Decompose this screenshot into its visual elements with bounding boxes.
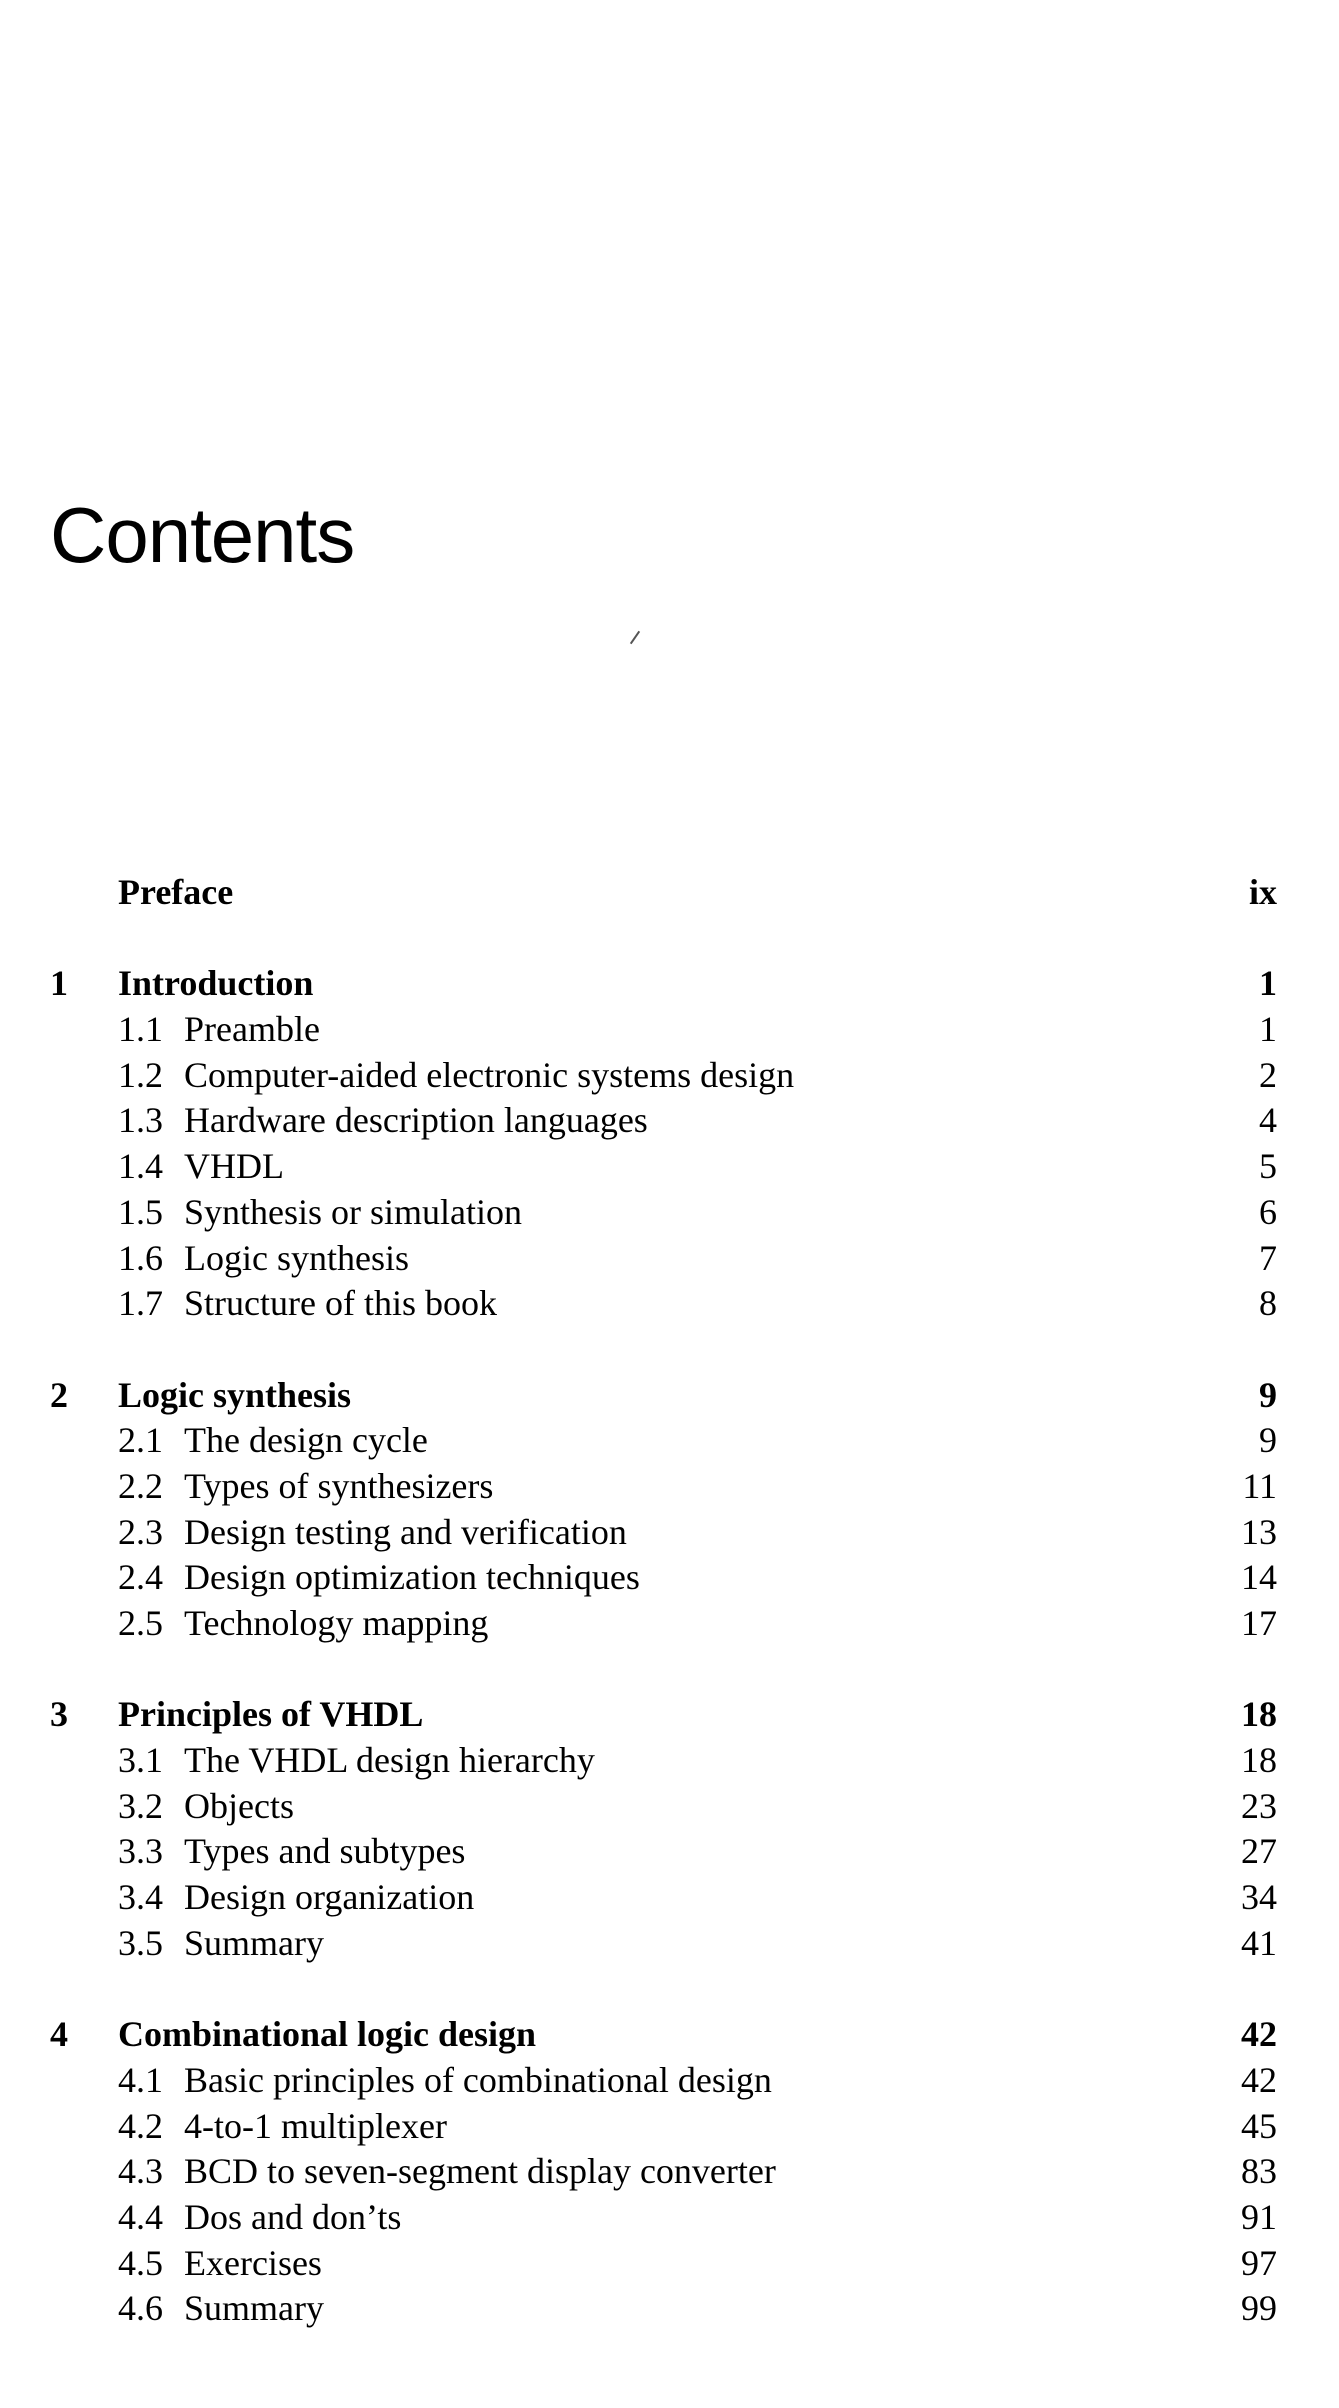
section-title: Summary — [184, 2288, 324, 2329]
section-title: Types and subtypes — [184, 1831, 466, 1872]
toc-section-4-5[interactable] — [0, 2241, 1339, 2287]
section-title: Preamble — [184, 1009, 320, 1050]
toc-section-4-1[interactable] — [0, 2058, 1339, 2104]
toc-section-2-2[interactable] — [0, 1464, 1339, 1510]
section-number: 3.5 — [118, 1922, 163, 1963]
section-page: 41 — [1241, 1922, 1277, 1963]
section-number: 4.1 — [118, 2059, 163, 2100]
table-of-contents — [0, 870, 1339, 2332]
section-page: 99 — [1241, 2288, 1277, 2329]
spacer — [0, 1327, 1339, 1373]
section-number: 1.4 — [118, 1146, 163, 1187]
section-title: The design cycle — [184, 1420, 428, 1461]
toc-section-3-4[interactable] — [0, 1875, 1339, 1921]
section-number: 2.2 — [118, 1465, 163, 1506]
section-number: 4.3 — [118, 2151, 163, 2192]
spacer — [0, 916, 1339, 962]
section-page: 18 — [1241, 1740, 1277, 1781]
chapter-number: 2 — [50, 1374, 68, 1415]
section-title: Design organization — [184, 1877, 475, 1918]
section-page: 45 — [1241, 2105, 1277, 2146]
section-page: 83 — [1241, 2151, 1277, 2192]
section-title: Computer-aided electronic systems design — [184, 1054, 795, 1095]
toc-section-2-1[interactable] — [0, 1418, 1339, 1464]
toc-chapter-3[interactable] — [0, 1692, 1339, 1738]
section-page: 2 — [1259, 1054, 1277, 1095]
toc-chapter-2[interactable] — [0, 1373, 1339, 1419]
section-page: 97 — [1241, 2242, 1277, 2283]
section-number: 1.5 — [118, 1191, 163, 1232]
section-number: 3.3 — [118, 1831, 163, 1872]
section-number: 2.4 — [118, 1557, 163, 1598]
chapter-page: 42 — [1241, 2014, 1277, 2055]
section-title: Basic principles of combinational design — [184, 2059, 772, 2100]
chapter-title: Principles of VHDL — [118, 1694, 424, 1735]
section-page: 23 — [1241, 1785, 1277, 1826]
chapter-title: Introduction — [118, 963, 314, 1004]
section-title: Design testing and verification — [184, 1511, 627, 1552]
toc-section-3-3[interactable] — [0, 1829, 1339, 1875]
toc-chapter-4[interactable] — [0, 2012, 1339, 2058]
section-page: 42 — [1241, 2059, 1277, 2100]
toc-entry-preface[interactable] — [0, 870, 1339, 916]
section-number: 1.6 — [118, 1237, 163, 1278]
toc-chapter-1[interactable] — [0, 961, 1339, 1007]
section-page: 34 — [1241, 1877, 1277, 1918]
chapter-number: 3 — [50, 1694, 68, 1735]
toc-section-4-3[interactable] — [0, 2149, 1339, 2195]
toc-section-1-7[interactable] — [0, 1281, 1339, 1327]
toc-section-3-5[interactable] — [0, 1921, 1339, 1967]
section-number: 3.1 — [118, 1740, 163, 1781]
toc-section-4-6[interactable] — [0, 2286, 1339, 2332]
section-number: 3.2 — [118, 1785, 163, 1826]
section-title: Hardware description languages — [184, 1100, 648, 1141]
chapter-page: 18 — [1241, 1694, 1277, 1735]
section-page: 27 — [1241, 1831, 1277, 1872]
section-number: 4.4 — [118, 2196, 163, 2237]
section-title: Technology mapping — [184, 1603, 489, 1643]
toc-section-1-6[interactable] — [0, 1236, 1339, 1282]
section-title: Summary — [184, 1922, 324, 1963]
section-page: 91 — [1241, 2196, 1277, 2237]
chapter-page: 9 — [1259, 1374, 1277, 1415]
spacer — [0, 1647, 1339, 1693]
preface-page: ix — [1248, 872, 1277, 912]
section-title: Dos and don’ts — [184, 2196, 402, 2237]
chapter-number: 4 — [50, 2014, 68, 2055]
toc-section-2-4[interactable] — [0, 1555, 1339, 1601]
section-title: Design optimization techniques — [184, 1557, 640, 1598]
toc-section-1-4[interactable] — [0, 1144, 1339, 1190]
toc-section-3-1[interactable] — [0, 1738, 1339, 1784]
section-number: 1.1 — [118, 1009, 163, 1050]
section-page: 9 — [1259, 1420, 1277, 1461]
section-page: 13 — [1241, 1511, 1277, 1552]
section-number: 1.7 — [118, 1283, 163, 1324]
section-number: 2.5 — [118, 1603, 163, 1643]
section-number: 4.5 — [118, 2242, 163, 2283]
section-number: 2.3 — [118, 1511, 163, 1552]
section-page: 1 — [1259, 1009, 1277, 1050]
section-page: 7 — [1259, 1237, 1277, 1278]
section-title: Logic synthesis — [184, 1237, 409, 1278]
section-title: Exercises — [184, 2242, 322, 2283]
section-number: 1.3 — [118, 1100, 163, 1141]
section-number: 2.1 — [118, 1420, 163, 1461]
section-page: 6 — [1259, 1191, 1277, 1232]
toc-section-2-3[interactable] — [0, 1510, 1339, 1556]
spacer — [0, 1967, 1339, 2013]
section-title: Structure of this book — [184, 1283, 497, 1324]
toc-section-3-2[interactable] — [0, 1784, 1339, 1830]
section-title: Types of synthesizers — [184, 1465, 494, 1506]
toc-section-1-2[interactable] — [0, 1053, 1339, 1099]
section-page: 14 — [1241, 1557, 1277, 1598]
section-title: The VHDL design hierarchy — [184, 1740, 595, 1781]
section-number: 3.4 — [118, 1877, 163, 1918]
scan-speck — [630, 631, 640, 644]
toc-section-1-3[interactable] — [0, 1098, 1339, 1144]
toc-section-2-5[interactable] — [0, 1601, 1339, 1647]
toc-section-4-4[interactable] — [0, 2195, 1339, 2241]
section-page: 11 — [1242, 1465, 1277, 1506]
chapter-title: Logic synthesis — [118, 1374, 352, 1415]
section-number: 1.2 — [118, 1054, 163, 1095]
section-number: 4.6 — [118, 2288, 163, 2329]
section-page: 17 — [1241, 1603, 1277, 1643]
section-page: 8 — [1259, 1283, 1277, 1324]
section-page: 4 — [1259, 1100, 1277, 1141]
section-page: 5 — [1259, 1146, 1277, 1187]
chapter-page: 1 — [1259, 963, 1277, 1004]
toc-section-4-2[interactable] — [0, 2104, 1339, 2150]
page-title: Contents — [50, 491, 355, 579]
toc-section-1-1[interactable] — [0, 1007, 1339, 1053]
section-number: 4.2 — [118, 2105, 163, 2146]
section-title: VHDL — [184, 1146, 284, 1187]
chapter-title: Combinational logic design — [118, 2014, 537, 2055]
section-title: Synthesis or simulation — [184, 1191, 523, 1232]
toc-section-1-5[interactable] — [0, 1190, 1339, 1236]
section-title: 4-to-1 multiplexer — [184, 2105, 447, 2146]
section-title: Objects — [184, 1785, 294, 1826]
section-title: BCD to seven-segment display converter — [184, 2151, 776, 2192]
preface-title: Preface — [118, 872, 234, 912]
chapter-number: 1 — [50, 963, 68, 1004]
